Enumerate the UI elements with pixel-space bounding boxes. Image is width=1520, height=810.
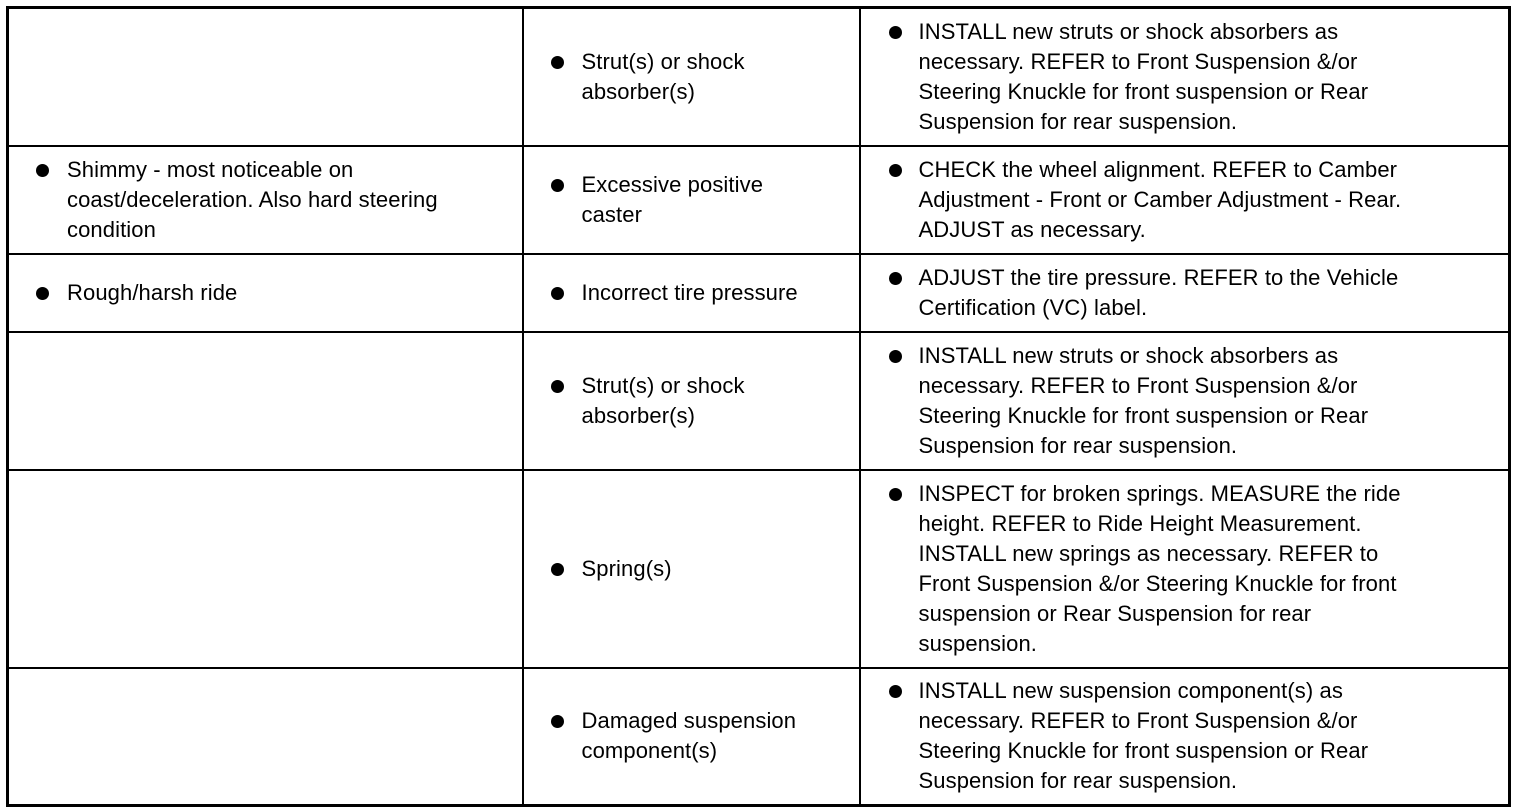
table-row	[8, 8, 1510, 146]
table-row	[8, 470, 1510, 668]
symptom-text: Shimmy - most noticeable on coast/deceleration. Also hard steering condition	[67, 156, 438, 242]
action-cell	[860, 254, 1510, 332]
bullet-icon	[36, 287, 49, 300]
action-item	[861, 155, 1509, 245]
cause-item	[524, 278, 859, 308]
symptom-item	[9, 155, 522, 245]
cause-cell	[523, 254, 860, 332]
action-cell	[860, 146, 1510, 254]
bullet-icon	[551, 287, 564, 300]
bullet-icon	[889, 272, 902, 285]
symptom-cell	[8, 146, 523, 254]
cause-cell	[523, 146, 860, 254]
action-text: INSTALL new struts or shock absorbers as necessary. REFER to Front Suspension &/or Steering Knuckle for front suspension or Rear Suspension for rear suspension.	[918, 18, 1369, 134]
symptom-cell	[8, 470, 523, 668]
bullet-icon	[889, 350, 902, 363]
action-cell	[860, 332, 1510, 470]
action-cell	[860, 470, 1510, 668]
cause-text: Damaged suspension component(s)	[581, 708, 797, 764]
bullet-icon	[551, 563, 564, 576]
action-item	[861, 676, 1509, 796]
action-text: INSTALL new suspension component(s) as necessary. REFER to Front Suspension &/or Steering Knuckle for front suspension or Rear Suspension for rear suspension.	[918, 678, 1369, 794]
bullet-icon	[889, 26, 902, 39]
symptom-cell	[8, 332, 523, 470]
diagnosis-table	[6, 6, 1511, 807]
bullet-icon	[551, 56, 564, 69]
cause-item	[524, 706, 859, 766]
action-cell	[860, 8, 1510, 146]
action-text: CHECK the wheel alignment. REFER to Camber Adjustment - Front or Camber Adjustment - Rear. ADJUST as necessary.	[918, 156, 1402, 242]
bullet-icon	[889, 685, 902, 698]
action-item	[861, 479, 1509, 659]
symptom-cell	[8, 254, 523, 332]
cause-text: Strut(s) or shock absorber(s)	[581, 372, 745, 428]
cause-text: Excessive positive caster	[581, 171, 764, 227]
cause-item	[524, 170, 859, 230]
cause-text: Spring(s)	[581, 555, 672, 581]
bullet-icon	[551, 715, 564, 728]
symptom-item	[9, 278, 522, 308]
cause-item	[524, 371, 859, 431]
action-item	[861, 263, 1509, 323]
table-row	[8, 146, 1510, 254]
bullet-icon	[889, 164, 902, 177]
bullet-icon	[889, 488, 902, 501]
cause-cell	[523, 332, 860, 470]
bullet-icon	[551, 380, 564, 393]
cause-cell	[523, 8, 860, 146]
action-item	[861, 341, 1509, 461]
table-row	[8, 254, 1510, 332]
cause-item	[524, 47, 859, 107]
cause-text: Incorrect tire pressure	[581, 279, 798, 305]
action-text: INSTALL new struts or shock absorbers as necessary. REFER to Front Suspension &/or Steering Knuckle for front suspension or Rear Suspension for rear suspension.	[918, 342, 1369, 458]
cause-cell	[523, 470, 860, 668]
action-item	[861, 17, 1509, 137]
cause-item	[524, 554, 859, 584]
table-row	[8, 332, 1510, 470]
action-text: ADJUST the tire pressure. REFER to the Vehicle Certification (VC) label.	[918, 264, 1399, 320]
symptom-text: Rough/harsh ride	[67, 279, 238, 305]
action-cell	[860, 668, 1510, 806]
symptom-cell	[8, 668, 523, 806]
cause-cell	[523, 668, 860, 806]
symptom-cell	[8, 8, 523, 146]
bullet-icon	[551, 179, 564, 192]
table-row	[8, 668, 1510, 806]
action-text: INSPECT for broken springs. MEASURE the ride height. REFER to Ride Height Measurement. INSTALL new springs as necessary. REFER to Front Suspension &/or Steering Knuckle for front suspension or Rear Suspension for rear suspension.	[918, 480, 1401, 656]
bullet-icon	[36, 164, 49, 177]
cause-text: Strut(s) or shock absorber(s)	[581, 48, 745, 104]
